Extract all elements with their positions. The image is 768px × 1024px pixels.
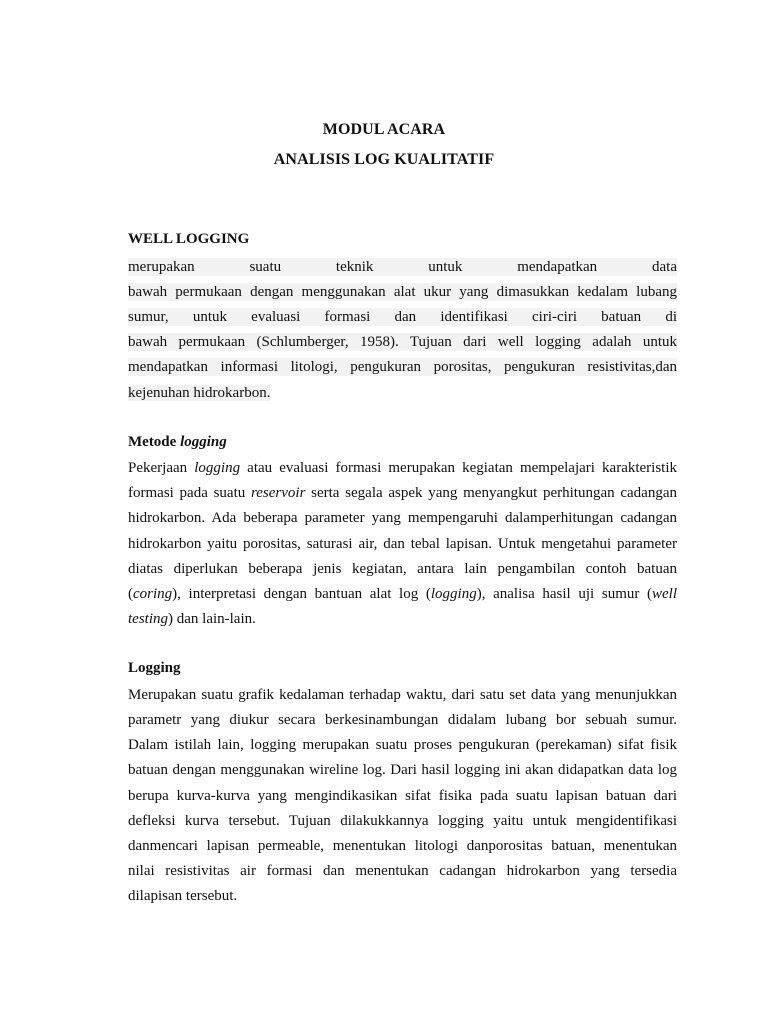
paragraph-line: berupa kurva-kurva yang mengindikasikan sifat fisika pada suatu lapisan batuan dari [128,788,677,804]
paragraph-line: bawah permukaan dengan menggunakan alat ukur yang dimasukkan kedalam lubang [128,284,677,300]
paragraph-line: bawah permukaan (Schlumberger, 1958). Tujuan dari well logging adalah untuk [128,334,677,350]
text-run: Pekerjaan [128,460,195,476]
text-run: ( [128,586,133,602]
paragraph-line: mendapatkan informasi litologi, pengukuran porositas, pengukuran resistivitas,dan [128,359,677,375]
paragraph-line-text: kejenuhan hidrokarbon. [128,385,271,401]
text-run: formasi pada suatu [128,485,251,501]
italic-run: logging [194,460,241,476]
section-heading-logging: Logging [128,660,181,676]
paragraph-line [128,484,677,502]
paragraph-line: diatas diperlukan beberapa jenis kegiatan, antara lain pengambilan contoh batuan [128,561,677,577]
text-run: ) dan lain-lain. [168,611,256,627]
heading-text: Metode [128,434,181,450]
paragraph-line: hidrokarbon yaitu porositas, saturasi air, dan tebal lapisan. Untuk mengetahui parameter [128,536,677,552]
italic-run: testing [128,611,168,627]
text-run: serta segala aspek yang menyangkut perhitungan cadangan [305,485,677,501]
paragraph-line: Merupakan suatu grafik kedalaman terhadap waktu, dari satu set data yang menunjukkan [128,687,677,703]
paragraph-line: batuan dengan menggunakan wireline log. Dari hasil logging ini akan didapatkan data log [128,762,677,778]
paragraph-line: danmencari lapisan permeable, menentukan litologi danporositas batuan, menentukan [128,838,677,854]
italic-run: logging [430,586,477,602]
italic-run: well [652,586,677,602]
heading-italic-text: logging [180,434,227,450]
paragraph-line: merupakan suatu teknik untuk mendapatkan data [128,259,677,275]
text-run: atau evaluasi formasi merupakan kegiatan mempelajari karakteristik [240,460,678,476]
paragraph-line: sumur, untuk evaluasi formasi dan identifikasi ciri-ciri batuan di [128,309,677,325]
paragraph-line [128,384,677,402]
document-subtitle: ANALISIS LOG KUALITATIF [273,151,495,168]
paragraph-line [128,585,677,603]
text-run: ), interpretasi dengan bantuan alat log ( [172,586,431,602]
paragraph-line: defleksi kurva tersebut. Tujuan dilakukkannya logging yaitu untuk mengidentifikasi [128,813,677,829]
paragraph-line [128,459,677,477]
italic-run: coring [133,586,173,602]
section-heading-well-logging: WELL LOGGING [128,231,250,247]
section-heading-metode-logging [128,434,227,451]
paragraph-line [128,610,677,628]
text-run: ), analisa hasil uji sumur ( [476,586,652,602]
italic-run: reservoir [250,485,306,501]
paragraph-line: nilai resistivitas air formasi dan menentukan cadangan hidrokarbon yang tersedia [128,863,677,879]
document-title: MODUL ACARA [322,121,446,138]
paragraph-line: Dalam istilah lain, logging merupakan suatu proses pengukuran (perekaman) sifat fisik [128,737,677,753]
paragraph-line: hidrokarbon. Ada beberapa parameter yang mempengaruhi dalamperhitungan cadangan [128,510,677,526]
paragraph-line: parametr yang diukur secara berkesinambungan didalam lubang bor sebuah sumur. [128,712,677,728]
paragraph-line: dilapisan tersebut. [128,888,238,904]
